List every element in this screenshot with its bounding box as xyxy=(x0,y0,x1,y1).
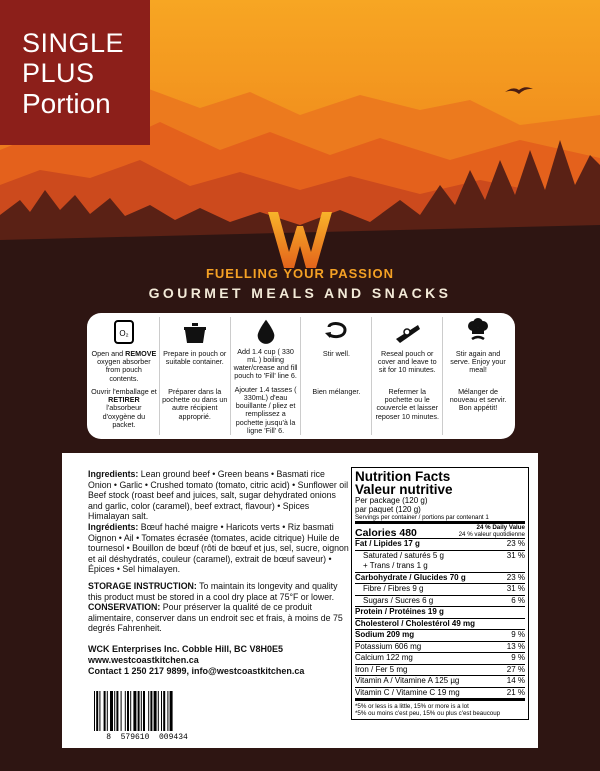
step-6-fr: Mélanger de nouveau et servir. Bon appétit! xyxy=(449,387,507,413)
nf-row-dv: 23 % xyxy=(506,572,525,582)
badge-line1: SINGLE xyxy=(22,28,125,58)
nf-row xyxy=(355,583,525,595)
step-1 xyxy=(89,317,160,435)
nf-row xyxy=(355,561,525,572)
step-3-en: Add 1.4 cup ( 330 mL ) boiling water/crease and fill pouch to 'Fill' line 6. xyxy=(233,346,298,381)
nf-row xyxy=(355,595,525,607)
w-logo-icon xyxy=(264,208,336,272)
nf-row-label: Fat / Lipides 17 g xyxy=(355,539,420,548)
step-6 xyxy=(443,317,513,435)
nf-row-dv: 14 % xyxy=(506,676,525,685)
nf-row-label: Cholesterol / Cholestérol 49 mg xyxy=(355,618,476,628)
product-info xyxy=(88,469,350,677)
nf-row-dv: 6 % xyxy=(511,595,525,605)
nf-calories: Calories 480 xyxy=(355,526,417,539)
nf-title-en: Nutrition Facts xyxy=(355,469,451,484)
step-2-fr: Préparer dans la pochette ou dans un autre récipient approprié. xyxy=(162,387,228,421)
step-4-en: Stir well. xyxy=(322,349,350,358)
step-1-en: Open and REMOVE oxygen absorber from pouch contents. xyxy=(91,349,157,383)
nf-row-label: Sugars / Sucres 6 g xyxy=(363,595,434,605)
ingredients-fr: Ingrédients: Bœuf haché maigre • Haricots verts • Riz basmati Oignon • Ail • Tomates écrasée (tomates, acide citrique) Huile de tournesol • Bouillon de bœuf (rôti de bœuf et jus, sel, sucre, oignon et ail déshydratés, couleur (caramel), extrait de bœuf saveur) • Épices • Sel himalayen. xyxy=(88,521,349,575)
step-5-en: Reseal pouch or cover and leave to sit for 10 minutes. xyxy=(377,349,437,375)
oxygen-absorber-icon xyxy=(109,317,139,347)
badge-line3: Portion xyxy=(22,88,111,119)
nf-footnote: *5% or less is a little, 15% or more is a lot *5% ou moins c'est peu, 15% ou plus c'est beaucoup xyxy=(355,698,525,717)
nf-row-dv: 9 % xyxy=(511,630,525,639)
nf-row-label: Carbohydrate / Glucides 70 g xyxy=(355,572,466,582)
nf-row xyxy=(355,550,525,562)
nf-row-label: Vitamin C / Vitamine C 19 mg xyxy=(355,687,460,697)
nf-row-dv: 23 % xyxy=(506,539,525,548)
company-address: WCK Enterprises Inc. Cobble Hill, BC V8H0E5 xyxy=(88,643,284,654)
nf-row-dv: 13 % xyxy=(506,641,525,651)
nf-row-label: Potassium 606 mg xyxy=(355,641,422,651)
nf-row-label: Saturated / saturés 5 g xyxy=(363,550,444,560)
company-contact: Contact 1 250 217 9899, info@westcoastkitchen.ca xyxy=(88,665,305,676)
nf-row-dv: 27 % xyxy=(506,664,525,674)
badge-line2: PLUS xyxy=(22,58,95,88)
nf-rows xyxy=(355,538,525,698)
nf-row xyxy=(355,687,525,699)
nf-servings: Servings per container / portions par contenant 1 xyxy=(355,514,489,521)
step-4-fr: Bien mélanger. xyxy=(312,387,361,396)
step-3-fr: Ajouter 1.4 tasses ( 330mL) d'eau bouillante / pliez et remplissez a pochette jusqu'à la ligne 'Fill' 6. xyxy=(234,384,297,435)
nf-calories-row xyxy=(355,521,525,538)
clip-icon xyxy=(392,317,422,347)
step-6-en: Stir again and serve. Enjoy your meal! xyxy=(450,349,506,375)
nf-row xyxy=(355,652,525,664)
barcode-digits: 8 579610 009434 xyxy=(106,733,188,741)
nf-row xyxy=(355,675,525,687)
ingredients-en: Ingredients: Lean ground beef • Green beans • Basmati rice Onion • Garlic • Crushed tomato (tomato, citric acid) • Sunflower oil Beef stock (roast beef and juices, salt, sugar dehydrated onions and garlic, color (caramel), beef extract, flavour) • Spices Himalayan salt. xyxy=(88,469,349,522)
storage-fr: CONSERVATION: Pour préserver la qualité de ce produit alimentaire, conserver dans un endroit sec et frais, à moins de 75 degrés Fahrenheit. xyxy=(88,602,343,634)
step-2 xyxy=(160,317,231,435)
nf-row xyxy=(355,641,525,653)
nf-row xyxy=(355,606,525,618)
nf-row-dv: 31 % xyxy=(506,584,525,593)
barcode xyxy=(88,689,206,741)
stir-icon xyxy=(321,317,351,347)
nutrition-facts-table xyxy=(351,467,529,720)
subtagline: GOURMET MEALS AND SNACKS xyxy=(148,285,452,301)
nf-row xyxy=(355,538,525,550)
nf-row-label: Protein / Protéines 19 g xyxy=(355,607,444,616)
nf-row-label: Iron / Fer 5 mg xyxy=(355,664,408,674)
step-5-fr: Refermer la pochette ou le couvercle et laisser reposer 10 minutes. xyxy=(375,387,439,421)
nf-row xyxy=(355,572,525,584)
nf-row-dv: 21 % xyxy=(506,687,525,697)
step-2-en: Prepare in pouch or suitable container. xyxy=(163,349,227,367)
nf-row xyxy=(355,618,525,630)
nf-row-dv: 9 % xyxy=(511,653,525,662)
nf-row-label: Fibre / Fibres 9 g xyxy=(363,584,424,593)
step-5 xyxy=(372,317,443,435)
company-info xyxy=(88,644,350,677)
step-4 xyxy=(301,317,372,435)
nf-row xyxy=(355,629,525,641)
step-1-fr: Ouvrir l'emballage et RETIRER l'absorbeur d'oxygène du packet. xyxy=(91,387,157,429)
portion-badge xyxy=(0,0,150,145)
nf-title-fr: Valeur nutritive xyxy=(355,482,453,497)
storage-en: STORAGE INSTRUCTION: To maintain its longevity and quality this product must be stored in a cool dry place at 75°F or lower. xyxy=(88,580,338,602)
nf-dv-header: 24 % Daily Value 24 % valeur quotidienne xyxy=(458,524,525,538)
water-drop-icon xyxy=(251,317,281,345)
step-3 xyxy=(231,317,302,435)
nf-serving-fr: par paquet (120 g) xyxy=(355,505,421,514)
nf-row-label: Sodium 209 mg xyxy=(355,630,415,639)
nf-row-dv: 31 % xyxy=(506,550,525,560)
tagline: FUELLING YOUR PASSION xyxy=(205,266,395,281)
nf-row-label: + Trans / trans 1 g xyxy=(363,561,428,570)
preparation-steps xyxy=(87,313,515,439)
svg-text:O₂: O₂ xyxy=(119,329,129,338)
info-panel xyxy=(62,453,538,748)
nf-row xyxy=(355,664,525,676)
nf-serving-en: Per package (120 g) xyxy=(355,496,428,505)
company-website: www.westcoastkitchen.ca xyxy=(88,654,199,665)
nf-row-label: Calcium 122 mg xyxy=(355,653,413,662)
chef-icon xyxy=(463,317,493,347)
pot-icon xyxy=(180,317,210,347)
nf-row-label: Vitamin A / Vitamine A 125 µg xyxy=(355,676,460,685)
